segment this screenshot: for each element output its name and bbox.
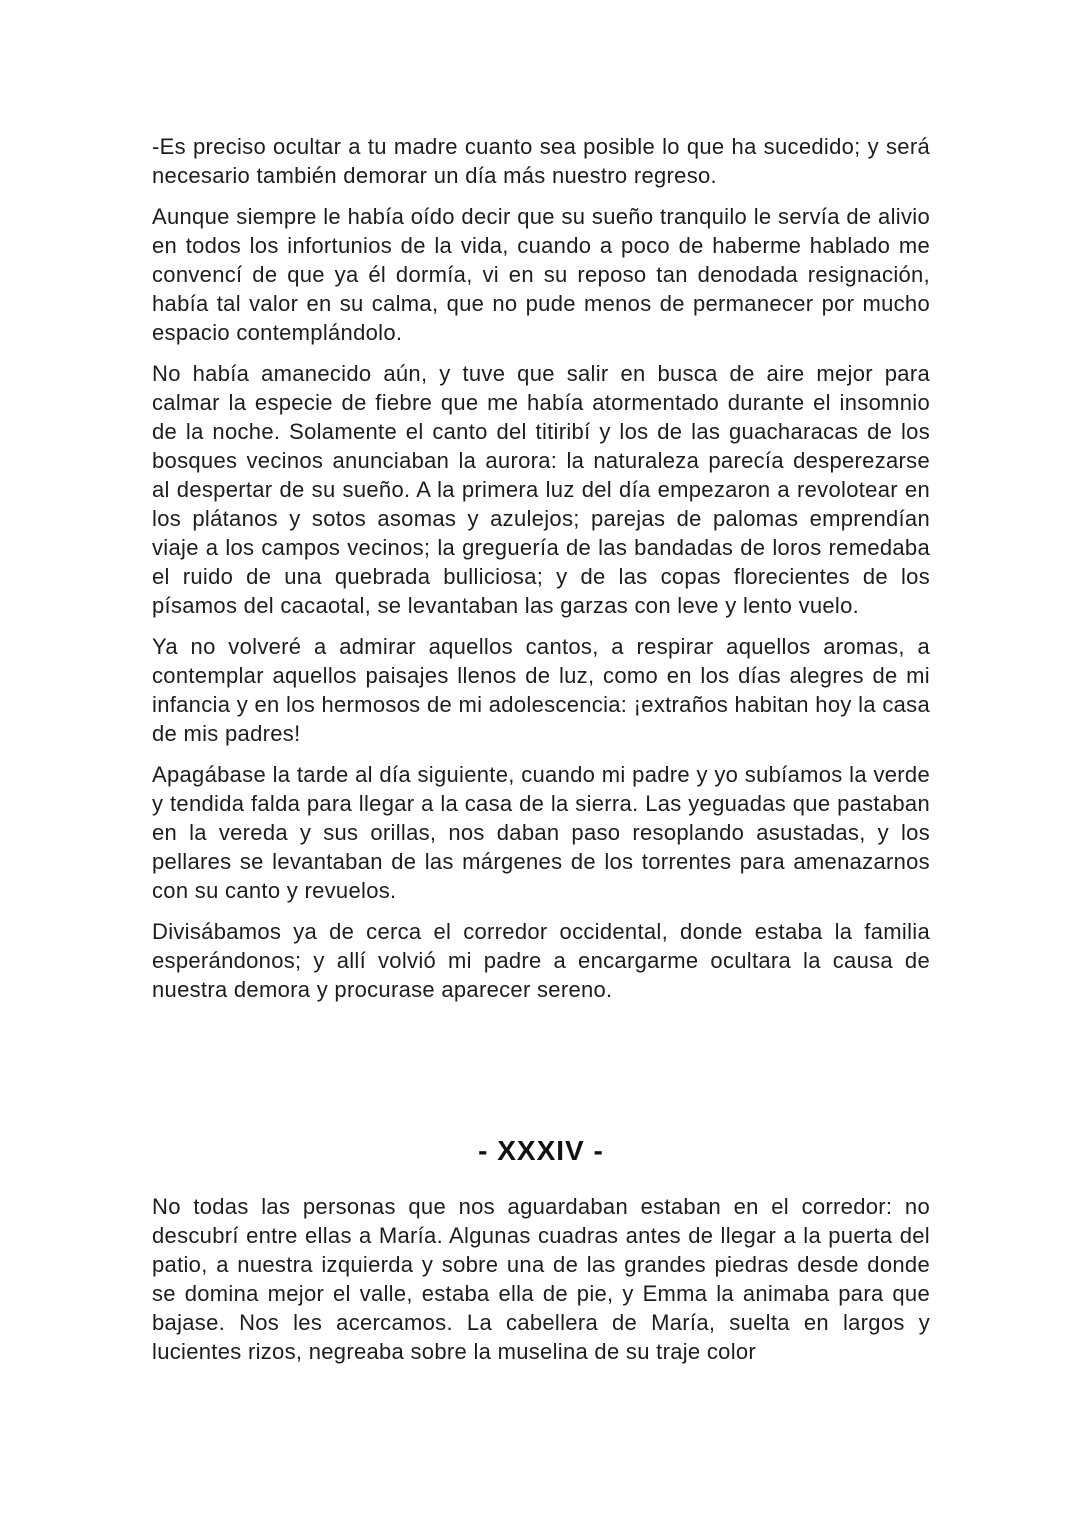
paragraph: No todas las personas que nos aguardaban estaban en el corredor: no descubrí entre ellas a María. Algunas cuadras antes de llegar a la puerta del patio, a nuestra izquierda y sobre una de las grandes piedras desde donde se domina mejor el valle, estaba ella de pie, y Emma la animaba para que bajase. Nos les acercamos. La cabellera de María, suelta en largos y lucientes rizos, negreaba sobre la muselina de su traje color — [152, 1194, 930, 1364]
paragraph: Divisábamos ya de cerca el corredor occidental, donde estaba la familia esperándonos; y allí volvió mi padre a encargarme ocultara la causa de nuestra demora y procurase aparecer sereno. — [152, 919, 930, 1002]
paragraph: -Es preciso ocultar a tu madre cuanto sea posible lo que ha sucedido; y será necesario también demorar un día más nuestro regreso. — [152, 134, 930, 188]
paragraph: No había amanecido aún, y tuve que salir en busca de aire mejor para calmar la especie de fiebre que me había atormentado durante el insomnio de la noche. Solamente el canto del titiribí y los de las guacharacas de los bosques vecinos anunciaban la aurora: la naturaleza parecía desperezarse al despertar de su sueño. A la primera luz del día empezaron a revolotear en los plátanos y sotos asomas y azulejos; parejas de palomas emprendían viaje a los campos vecinos; la greguería de las bandadas de loros remedaba el ruido de una quebrada bulliciosa; y de las copas florecientes de los písamos del cacaotal, se levantaban las garzas con leve y lento vuelo. — [152, 361, 930, 618]
paragraph: Apagábase la tarde al día siguiente, cuando mi padre y yo subíamos la verde y tendida falda para llegar a la casa de la sierra. Las yeguadas que pastaban en la vereda y sus orillas, nos daban paso resoplando asustadas, y los pellares se levantaban de las márgenes de los torrentes para amenazarnos con su canto y revuelos. — [152, 762, 930, 903]
text-column — [152, 132, 930, 1378]
chapter-heading: - XXXIV - — [478, 1135, 604, 1166]
paragraph: Aunque siempre le había oído decir que su sueño tranquilo le servía de alivio en todos los infortunios de la vida, cuando a poco de haberme hablado me convencí de que ya él dormía, vi en su reposo tan denodada resignación, había tal valor en su calma, que no pude menos de permanecer por mucho espacio contemplándolo. — [152, 204, 930, 345]
paragraph: Ya no volveré a admirar aquellos cantos, a respirar aquellos aromas, a contemplar aquellos paisajes llenos de luz, como en los días alegres de mi infancia y en los hermosos de mi adolescencia: ¡extraños habitan hoy la casa de mis padres! — [152, 634, 930, 746]
